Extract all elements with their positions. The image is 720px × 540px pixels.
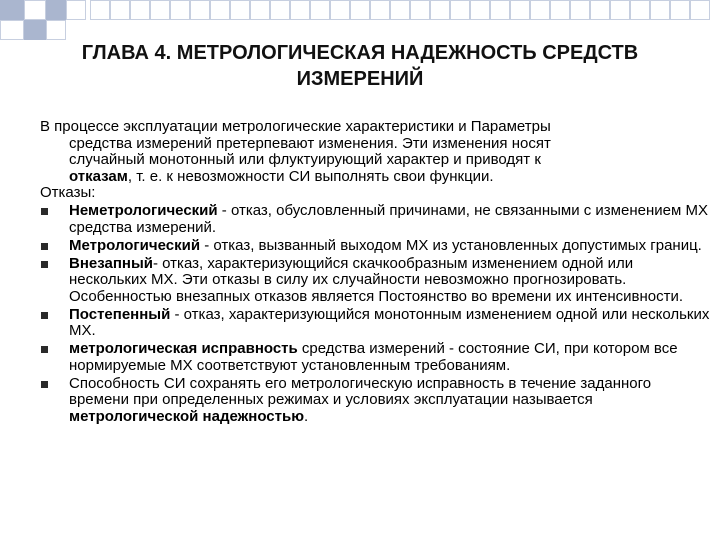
list-item <box>40 376 712 426</box>
decorative-squares <box>0 0 720 44</box>
title-line-1: ГЛАВА 4. МЕТРОЛОГИЧЕСКАЯ НАДЕЖНОСТЬ СРЕДСТВ <box>81 42 639 64</box>
square-bullet-icon <box>41 261 48 268</box>
square-bullet-icon <box>41 208 48 215</box>
list-item <box>40 203 712 236</box>
square-bullet-icon <box>41 312 48 319</box>
bullet-tail: . <box>304 407 309 425</box>
bullet-text: - отказ, характеризующийся монотонным изменением одной или нескольких МХ. <box>69 305 710 339</box>
intro-line-1: В процессе эксплуатации метрологические характеристики и Параметры <box>40 118 551 135</box>
failures-label: Отказы: <box>40 184 96 201</box>
bullet-term: Метрологический <box>69 236 201 254</box>
bullet-text: средства измерений - состояние СИ, при котором все нормируемые МХ соответствуют установленным требованиям. <box>69 340 678 374</box>
intro-line-3: случайный монотонный или флуктуирующий характер и приводят к <box>69 151 541 168</box>
square-bullet-icon <box>41 346 48 353</box>
bullet-term: метрологическая исправность <box>69 340 298 357</box>
square-bullet-icon <box>41 243 48 250</box>
bullet-term: Неметрологический <box>69 202 218 219</box>
slide-body <box>40 119 712 427</box>
title-line-2: ИЗМЕРЕНИЙ <box>296 68 424 90</box>
intro-paragraph <box>40 119 712 185</box>
bullet-text: - отказ, обусловленный причинами, не связанными с изменением МХ средства измерений. <box>69 202 708 236</box>
list-item <box>40 238 712 255</box>
intro-line-4-text: , т. е. к невозможности СИ выполнять свои функции. <box>127 167 494 185</box>
bullet-text: - отказ, вызванный выходом МХ из установленных допустимых границ. <box>200 236 702 254</box>
bullet-term: Постепенный <box>69 305 171 323</box>
term-metrological-reliability: метрологической надежностью <box>69 407 305 425</box>
intro-line-4 <box>40 169 712 186</box>
page-title <box>20 40 700 92</box>
bullet-text: - отказ, характеризующийся скачкообразным изменением одной или нескольких МХ. Эти отказы в силу их случайности невозможно прогнозировать. Особенностью внезапных отказов является Постоянство во времени их интенсивности. <box>69 254 684 305</box>
bullet-term: Внезапный <box>69 254 153 272</box>
list-item <box>40 256 712 306</box>
bullet-text: Способность СИ сохранять его метрологическую исправность в течение заданного времени при определенных режимах и условиях эксплуатации называется <box>69 374 652 408</box>
term-failures: отказам <box>69 167 128 185</box>
square-bullet-icon <box>41 381 48 388</box>
list-item <box>40 307 712 340</box>
intro-line-2: средства измерений претерпевают изменения. Эти изменения носят <box>69 134 551 152</box>
list-item <box>40 341 712 374</box>
